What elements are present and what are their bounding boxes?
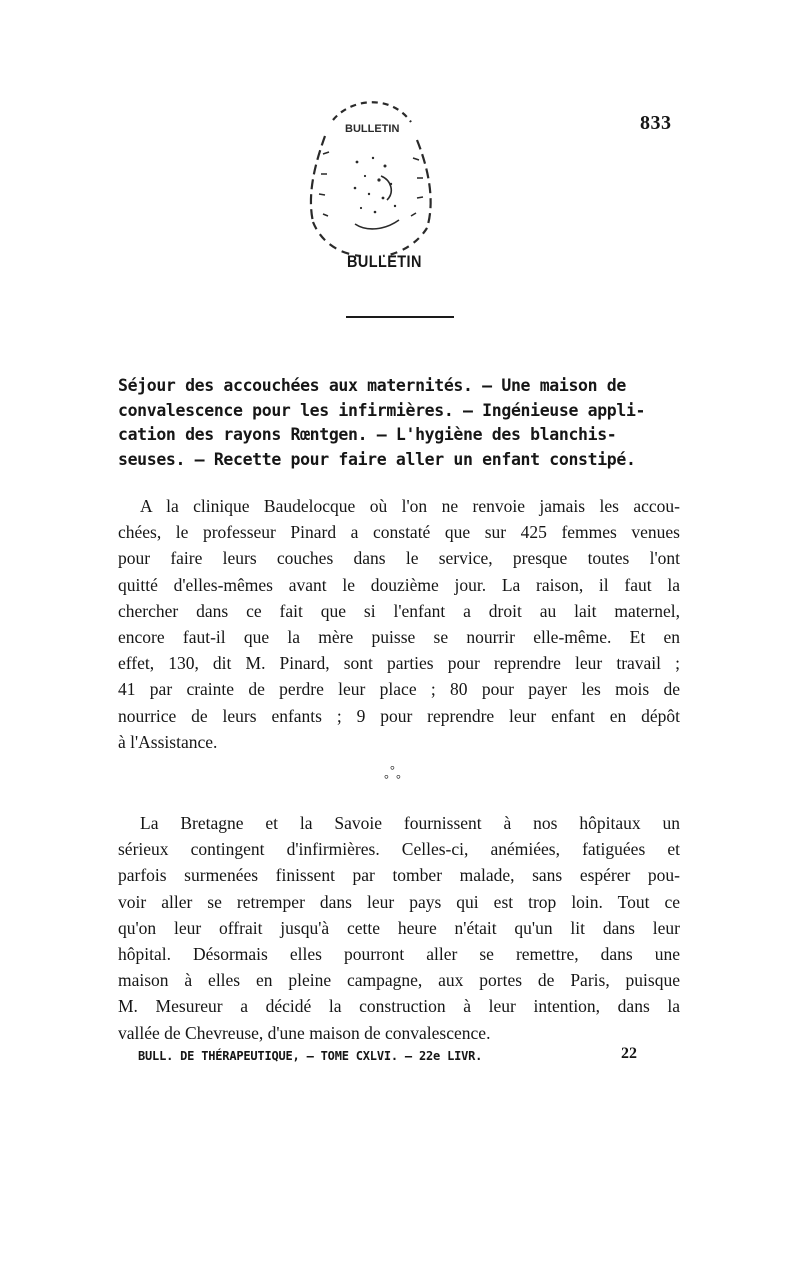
- paragraph-line: sérieux contingent d'infirmières. Celles-ci, anémiées, fatiguées et: [118, 839, 680, 860]
- paragraph-line: chercher dans ce fait que si l'enfant a droit au lait maternel,: [118, 600, 680, 621]
- article-summary: [118, 374, 678, 472]
- title-rule: [346, 316, 454, 318]
- separator-mark-top: °: [390, 763, 395, 777]
- summary-line: seuses. — Recette pour faire aller un enfant constipé.: [118, 449, 636, 469]
- separator-mark-left: °: [384, 772, 389, 786]
- summary-line: cation des rayons Rœntgen. — L'hygiène des blanchis-: [118, 425, 617, 444]
- paragraph-line: maison à elles en pleine campagne, aux portes de Paris, puisque: [118, 970, 680, 991]
- paragraph-line: encore faut-il que la mère puisse se nourrir elle-même. Et en: [118, 627, 680, 648]
- paragraph-line: hôpital. Désormais elles pourront aller se remettre, dans une: [118, 944, 680, 965]
- paragraph-line: 41 par crainte de perdre leur place ; 80 pour payer les mois de: [118, 679, 680, 700]
- paragraph-line: La Bretagne et la Savoie fournissent à nos hôpitaux un: [140, 813, 680, 833]
- summary-line: convalescence pour les infirmières. — Ingénieuse appli-: [118, 400, 646, 420]
- stamp-lettering-top: BULLETIN: [345, 123, 400, 135]
- paragraph-line: vallée de Chevreuse, d'une maison de convalescence.: [118, 1022, 491, 1043]
- paragraph-line: quitté d'elles-mêmes avant le douzième jour. La raison, il faut la: [118, 574, 680, 595]
- paragraph-line: à l'Assistance.: [118, 731, 218, 752]
- paragraph-line: qu'on leur offrait jusqu'à cette heure n'était qu'un lit dans leur: [118, 917, 680, 938]
- paragraph-line: nourrice de leurs enfants ; 9 pour reprendre leur enfant en dépôt: [118, 705, 680, 726]
- stamp-bottom-lettering: BULLETIN: [347, 252, 422, 271]
- page-number: 833: [640, 112, 672, 134]
- paragraph-maternites: [118, 493, 680, 755]
- separator-mark-right: °: [396, 772, 401, 786]
- paragraph-line: A la clinique Baudelocque où l'on ne renvoie jamais les accou-: [140, 496, 680, 516]
- section-separator: [380, 764, 410, 788]
- paragraph-line: M. Mesureur a décidé la construction à leur intention, dans la: [118, 996, 680, 1017]
- paragraph-line: effet, 130, dit M. Pinard, sont parties pour reprendre leur travail ;: [118, 653, 680, 674]
- paragraph-line: parfois surmenées finissent par tomber malade, sans espérer pou-: [118, 865, 680, 886]
- page-footer: BULL. DE THÉRAPEUTIQUE, — TOME CXLVI. — 22e LIVR.: [138, 1049, 483, 1063]
- signature-number: 22: [621, 1045, 637, 1062]
- paragraph-line: pour faire leurs couches dans le service, presque toutes l'ont: [118, 548, 680, 569]
- summary-line: Séjour des accouchées aux maternités. — Une maison de: [118, 376, 626, 395]
- paragraph-infirmieres: [118, 810, 680, 1046]
- paragraph-line: voir aller se retremper dans leur pays qui est trop loin. Tout ce: [118, 891, 680, 912]
- paragraph-line: chées, le professeur Pinard a constaté que sur 425 femmes venues: [118, 522, 680, 543]
